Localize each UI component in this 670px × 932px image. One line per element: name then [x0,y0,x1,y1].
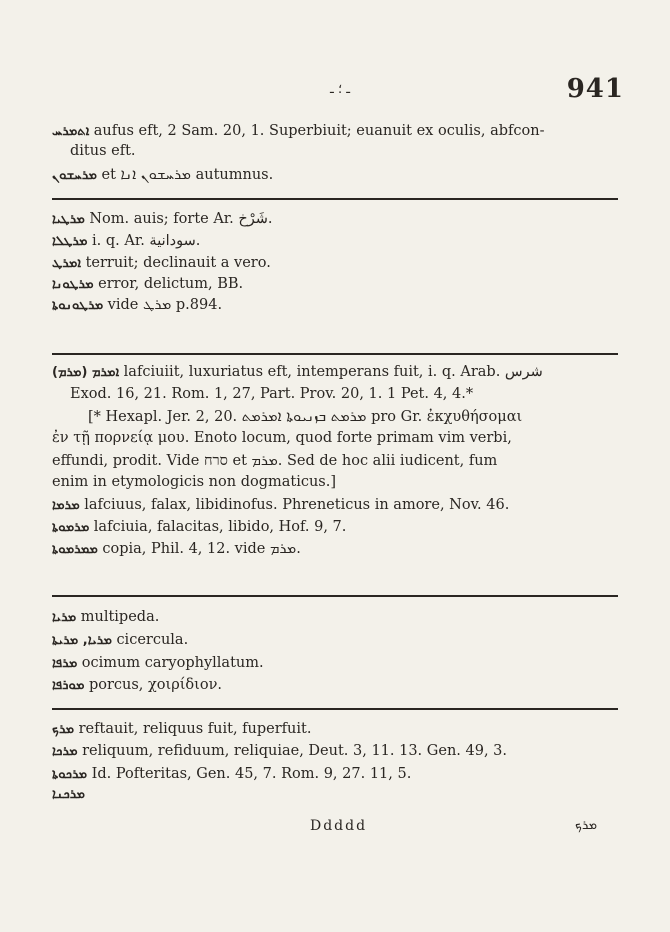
entry-line [52,275,622,294]
definition-text: Id. Pofteritas, Gen. 45, 7. Rom. 9, 27. 11, 5. [91,766,412,782]
catchword: ܡܪܟ [575,818,598,833]
entry-line [52,385,640,404]
syriac-headword: ܡܪܟ [52,722,79,737]
entry-line [52,742,622,761]
definition-text: ἐν τῇ πορνείᾳ μου. Enoto locum, quod forte primam vim verbi, [52,430,512,446]
entry-line [52,210,622,229]
definition-text: multipeda. [80,609,160,625]
syriac-headword: ܐܡܪܛ [52,256,86,271]
definition-text: ocimum caryophyllatum. [81,655,264,671]
syriac-headword: ܡܪܟܢܐ [52,787,85,802]
definition-text: error, delictum, BB. [98,276,244,292]
definition-text: reliquum, refiduum, reliquiae, Deut. 3, 11. 13. Gen. 49, 3. [82,743,508,759]
entry-line [52,363,622,382]
entry-line [52,540,622,559]
signature-mark: Ddddd [310,818,368,834]
entry-line [52,676,622,695]
entry-line [52,232,622,251]
syriac-headword: ܡܪܚܫܘܢ [52,168,102,183]
syriac-headword: ܡܪܟܐ [52,744,83,759]
syriac-headword: ܡܪܟܘܬܐ [52,767,92,782]
definition-text: cicercula. [116,632,189,648]
entry-line [52,765,622,784]
section-rule [52,708,618,710]
syriac-headword: ܡܪܛܠܐ [52,234,93,249]
header-center: ـ ؛ ـ [330,82,351,97]
syriac-headword: (ܡܪܡ) ܐܡܪܡ [52,365,124,380]
definition-text: et ܡܪܚܫܘܢ ܐܢܐ autumnus. [101,167,274,183]
definition-text: lafciuia, falacitas, libido, Hof. 9, 7. [93,519,347,535]
entry-line [52,254,622,273]
syriac-headword: ܐܬܡܪܚ [52,124,94,139]
syriac-headword: ܡܪܦܐ [52,656,82,671]
entry-line [52,473,622,492]
definition-text: [* Hexapl. Jer. 2, 20. ܡܪܡܬ ܒܙܢܝܘܬܐ ܐܡܪܡܬ pro Gr. ἐκχυθήσομαι [88,409,523,425]
definition-text: Exod. 16, 21. Rom. 1, 27, Part. Prov. 20, 1. 1 Pet. 4, 4.* [70,386,474,402]
definition-text: lafciuus, falax, libidinofus. Phreneticus in amore, Nov. 46. [84,497,510,513]
definition-text: Nom. auis; forte Ar. شَرْخ. [89,211,273,227]
entry-line [52,654,622,673]
syriac-headword: ܡܪܛܝܐ [52,212,90,227]
entry-line [52,496,622,515]
section-rule [52,595,618,597]
entry-line [52,452,622,471]
syriac-headword: ܡܪܝܐ, ܡܪܝܬܐ [52,633,117,648]
syriac-headword: ܡܪܡܐ [52,498,85,513]
section-rule [52,353,618,355]
entry-line [52,122,622,141]
entry-line [52,608,622,627]
definition-text: ditus eft. [70,143,136,159]
definition-text: porcus, χοιρίδιον. [88,677,222,693]
syriac-headword: ܡܪܝܐ [52,610,81,625]
definition-text: enim in etymologicis non dogmaticus.] [52,474,337,490]
syriac-headword: ܡܘܪܦܐ [52,678,89,693]
entry-line [52,429,622,448]
definition-text: vide ܡܪܛ p.894. [107,297,223,313]
section-rule [52,198,618,200]
entry-line [52,631,622,650]
running-header [0,74,670,104]
entry-line [52,296,622,315]
definition-text: reftauit, reliquus fuit, fuperfuit. [78,721,312,737]
entry-line [52,518,622,537]
page-number: 941 [566,74,624,104]
syriac-headword: ܡܪܛܘܢܐ [52,277,99,292]
definition-text: effundi, prodit. Vide סרח et ܡܪܡ. Sed de hoc alii iudicent, fum [52,453,498,469]
entry-line [52,785,622,804]
syriac-headword: ܡܡܪܡܘܬܐ [52,542,103,557]
syriac-headword: ܡܪܡܘܬܐ [52,520,94,535]
syriac-headword: ܡܪܛܘܢܘܬܐ [52,298,108,313]
definition-text: terruit; declinauit a vero. [85,255,271,271]
entry-line [52,166,622,185]
definition-text: i. q. Ar. سودانية. [92,233,201,249]
definition-text: copia, Phil. 4, 12. vide ܡܪܡ. [102,541,301,557]
entry-line [52,720,622,739]
definition-text: lafciuiit, luxuriatus eft, intemperans fuit, i. q. Arab. شرس [123,364,543,380]
entry-line [52,408,658,427]
entry-line [52,142,640,161]
definition-text: aufus eft, 2 Sam. 20, 1. Superbiuit; euanuit ex oculis, abfcon- [93,123,545,139]
